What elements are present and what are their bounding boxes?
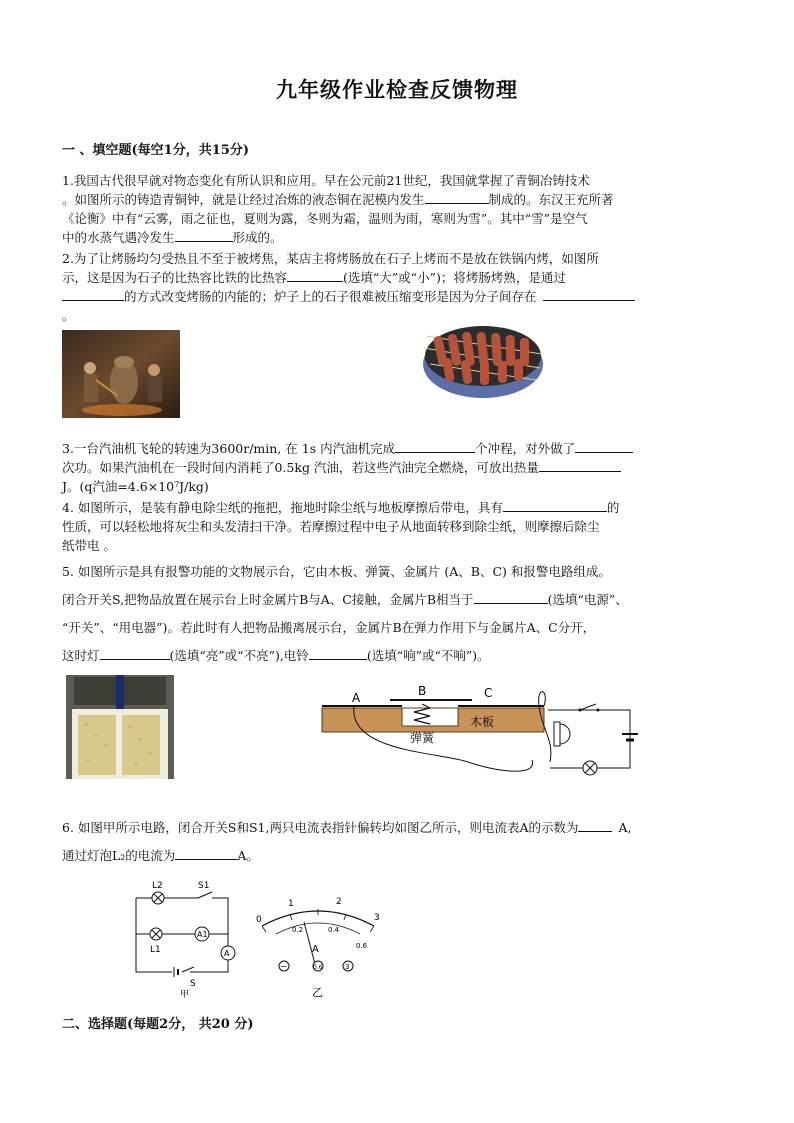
grilled-sausage-photo [418, 306, 548, 402]
q1-line-4: 中的水蒸气遇冷发生 形成的。 [62, 230, 283, 245]
q1-blank-1[interactable] [425, 190, 489, 204]
q3-blank-1[interactable] [395, 439, 475, 453]
q5-line-2: 闭合开关S,把物品放置在展示台上时金属片B与A、C接触，金属片B相当于 (选填“电源”、 [62, 592, 628, 607]
q5-line-1: 5. 如图所示是具有报警功能的文物展示台，它由木板、弹簧、金属片 (A、B、C) 和报警电路组成。 [62, 564, 611, 579]
q6-blank-1[interactable] [578, 818, 612, 832]
q1-line-2: 。如图所示的铸造青铜钟，就是让经过冶炼的液态铜在泥模内发生 制成的。东汉王充所著 [62, 192, 614, 207]
section-fill-in-heading: 一 、填空题(每空1分，共15分) [62, 143, 249, 158]
q5-line-4: 这时灯 (选填“亮”或“不亮”),电铃 (选填“响”或“不响”)。 [62, 648, 490, 663]
question-4 [62, 498, 738, 555]
label-yi: 乙 [312, 986, 323, 999]
question-2 [62, 249, 738, 325]
question-6 [62, 814, 738, 870]
label-s1: S1 [198, 881, 210, 891]
label-b: B [418, 684, 427, 698]
terminal-minus: − [280, 962, 287, 971]
page-title: 九年级作业检查反馈物理 [276, 77, 518, 102]
question-3 [62, 439, 738, 496]
meter-unit-a: A [312, 944, 319, 955]
alarm-display-diagram [318, 682, 648, 782]
label-a: A [352, 691, 361, 705]
q6-line-2: 通过灯泡L₂的电流为 A。 [62, 848, 259, 863]
label-board: 木板 [470, 715, 495, 729]
q1-line-1: 1.我国古代很早就对物态变化有所认识和应用。早在公元前21世纪，我国就掌握了青铜冶铸技术 [62, 173, 590, 188]
q4-line-2: 性质，可以轻松地将灰尘和头发清扫干净。若摩擦过程中电子从地面转移到除尘纸，则摩擦后除尘 [62, 519, 600, 534]
q3-blank-3[interactable] [539, 458, 621, 472]
tick-3: 3 [374, 913, 380, 923]
label-spring: 弹簧 [410, 731, 435, 745]
q2-line-4: 。 [62, 308, 75, 323]
question-5 [62, 558, 738, 670]
tick-0-2: 0.2 [292, 926, 304, 934]
q3-line-3: J。(q汽油=4.6×10⁷J/kg) [62, 479, 209, 494]
q3-blank-2[interactable] [575, 439, 633, 453]
q2-blank-1[interactable] [287, 268, 343, 282]
q1-blank-2[interactable] [175, 228, 233, 242]
ammeter-diagram-yi [248, 892, 388, 1002]
label-jia: 甲 [180, 990, 190, 1000]
q2-blank-3[interactable] [543, 287, 635, 301]
tick-0: 0 [256, 915, 262, 925]
q4-line-1: 4. 如图所示，是装有静电除尘纸的拖把，拖地时除尘纸与地板摩擦后带电，具有 的 [62, 500, 620, 515]
label-l1: L1 [150, 945, 161, 955]
q4-line-3: 纸带电 。 [62, 538, 116, 553]
terminal-3: 3 [345, 963, 350, 971]
q5-blank-1[interactable] [474, 590, 548, 604]
question-1 [62, 171, 738, 247]
label-c: C [484, 686, 493, 700]
q2-line-1: 2.为了让烤肠均匀受热且不至于被烤焦，某店主将烤肠放在石子上烤而不是放在铁锅内烤，如图所 [62, 251, 599, 266]
terminal-0-6: 0.6 [313, 964, 323, 971]
label-s: S [190, 979, 196, 989]
bronze-casting-photo [62, 330, 180, 418]
q3-line-1: 3.一台汽油机飞轮的转速为3600r/min, 在 1s 内汽油机完成 个冲程，对外做了 [62, 439, 738, 458]
q2-line-2: 示，这是因为石子的比热容比铁的比热容 (选填“大”或“小”)；将烤肠烤熟，是通过 [62, 270, 566, 285]
label-ammeter-a1: A1 [197, 930, 208, 939]
q2-blank-2[interactable] [62, 287, 124, 301]
tick-0-4: 0.4 [328, 926, 340, 934]
circuit-diagram-jia [128, 876, 244, 1000]
q1-line-3: 《论衡》中有“云雾，雨之征也，夏则为露，冬则为霜，温则为雨，寒则为雪”。其中“雪”是空气 [62, 211, 588, 226]
label-ammeter-a: A [224, 949, 230, 958]
tick-1: 1 [288, 899, 294, 909]
q3-line-2: 次功。如果汽油机在一段时间内消耗了0.5kg 汽油，若这些汽油完全燃烧，可放出热量 [62, 458, 738, 477]
q5-blank-2[interactable] [100, 646, 170, 660]
label-l2: L2 [152, 881, 163, 891]
tick-2: 2 [336, 897, 342, 907]
q5-blank-3[interactable] [309, 646, 367, 660]
section-choice-heading: 二、选择题(每题2分， 共20 分) [62, 1017, 254, 1032]
q5-line-3: “开关”、“用电器”)。若此时有人把物品搬离展示台，金属片B在弹力作用下与金属片A、C分开， [62, 620, 596, 635]
q4-blank-1[interactable] [503, 498, 607, 512]
tick-0-6: 0.6 [356, 942, 368, 950]
q6-blank-2[interactable] [175, 846, 237, 860]
q2-line-3: 的方式改变烤肠的内能的；炉子上的石子很难被压缩变形是因为分子间存在 [62, 287, 738, 306]
q6-line-1: 6. 如图甲所示电路，闭合开关S和S1,两只电流表指针偏转均如图乙所示，则电流表A的示数为 A, [62, 820, 632, 835]
mop-photo [66, 675, 174, 779]
